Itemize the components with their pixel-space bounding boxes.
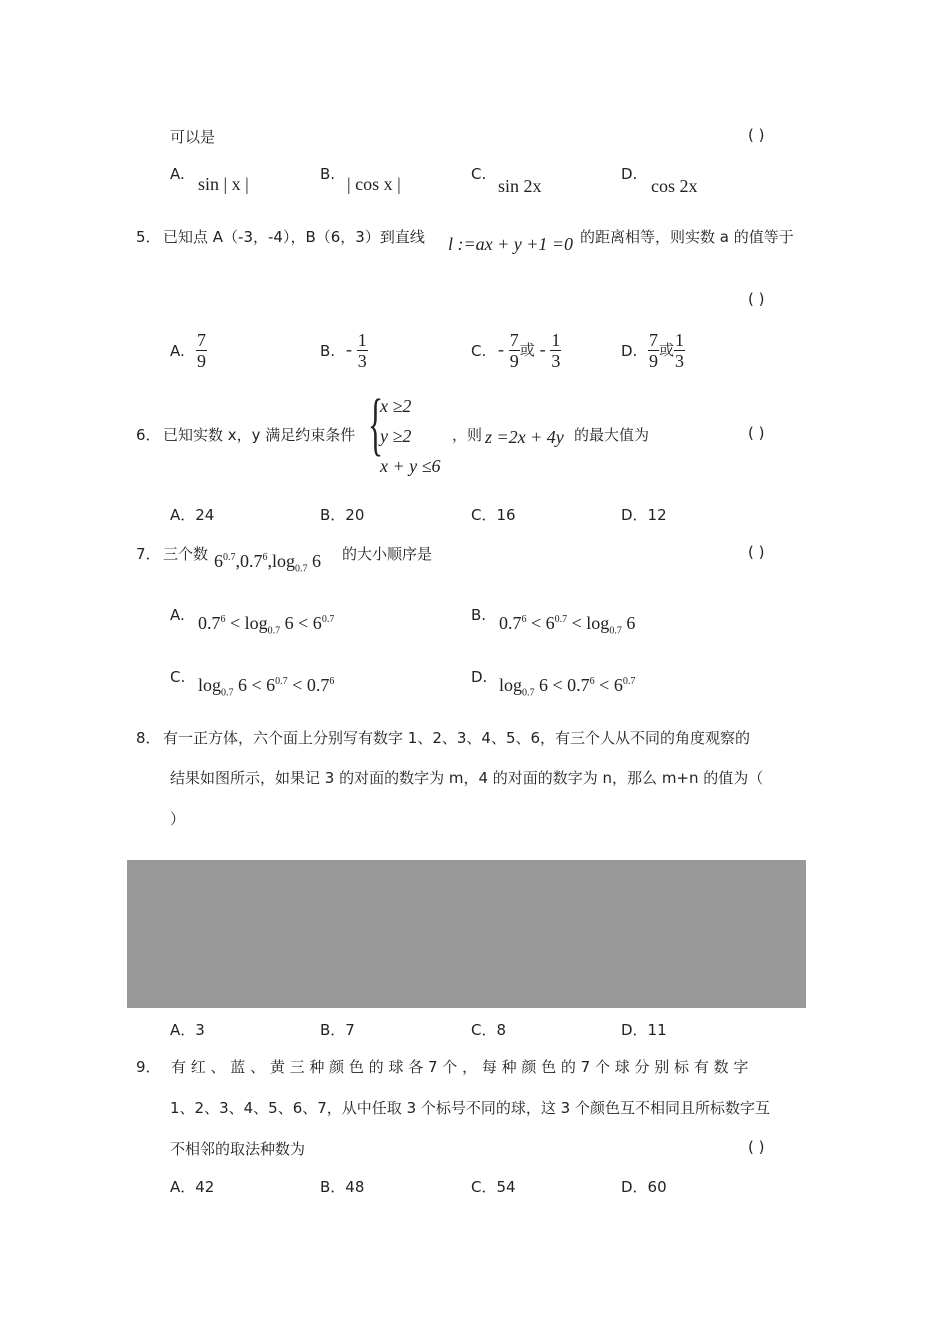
- q7-option-b-label: B.: [471, 606, 487, 624]
- q8-number: 8．: [136, 729, 161, 747]
- q5-option-b-fraction: [346, 330, 368, 371]
- q8-line-1: 有一正方体，六个面上分别写有数字 1、2、3、4、5、6，有三个人从不同的角度观察的: [163, 729, 751, 747]
- q9-line-2: 1、2、3、4、5、6、7，从中任取 3 个标号不同的球，这 3 个颜色互不相同且所标数字互: [170, 1099, 770, 1117]
- q8-option-d: D．11: [621, 1021, 667, 1039]
- q4-option-c-expr: sin 2x: [498, 176, 542, 196]
- q9-option-a: A．42: [170, 1178, 215, 1196]
- q9-answer-paren: ( ): [748, 1138, 765, 1156]
- q7-option-a-expr: $0.7^6 < \log_{0.7} 6 < 6^{0.7}$: [198, 613, 335, 637]
- q8-option-b: B．7: [320, 1021, 355, 1039]
- brace-symbol: {: [368, 386, 384, 463]
- q7-option-c-expr: $\log_{0.7} 6 < 6^{0.7} < 0.7^6$: [198, 675, 335, 699]
- q6-option-a: A．24: [170, 506, 215, 524]
- q6-option-c: C．16: [471, 506, 516, 524]
- q6-stem-a: 已知实数 x，y 满足约束条件: [163, 426, 356, 444]
- q7-numbers-expr: $6^{0.7},0.7^6,\log_{0.7}$ 6: [214, 551, 322, 575]
- fraction-denominator: 3: [551, 351, 561, 371]
- q8-line-3: ）: [170, 810, 186, 828]
- q5-option-a-fraction: [196, 330, 207, 371]
- fraction-numerator: 1: [357, 330, 367, 350]
- q4-option-d-label: D.: [621, 165, 638, 183]
- q9-line-3: 不相邻的取法种数为: [170, 1140, 306, 1158]
- q4-option-c-label: C.: [471, 165, 487, 183]
- fraction-denominator: 9: [197, 351, 206, 371]
- q6-constraint-2: y ≥2: [380, 426, 412, 446]
- fraction-numerator: 1: [675, 330, 685, 350]
- fraction-numerator: 7: [649, 330, 658, 350]
- q8-option-a: A．3: [170, 1021, 205, 1039]
- minus-sign: -: [539, 339, 546, 359]
- q4-stem: 可以是: [170, 128, 216, 146]
- q8-line-2: 结果如图所示，如果记 3 的对面的数字为 m，4 的对面的数字为 n，那么 m+n 的值为（: [170, 769, 764, 787]
- minus-sign: -: [498, 339, 504, 359]
- fraction-numerator: 7: [197, 330, 206, 350]
- q5-stem-a: 已知点 A（-3，-4），B（6，3）到直线: [163, 228, 425, 246]
- fraction-denominator: 3: [675, 351, 685, 371]
- q4-answer-paren: ( ): [748, 126, 765, 144]
- q6-objective: z =2x + 4y: [485, 427, 564, 447]
- q6-option-b: B．20: [320, 506, 365, 524]
- q7-answer-paren: ( ): [748, 543, 765, 561]
- q5-stem-b: 的距离相等，则实数 a 的值等于: [580, 228, 794, 246]
- fraction-numerator: 1: [551, 330, 561, 350]
- q5-number: 5．: [136, 228, 161, 246]
- q5-option-c-label: C.: [471, 342, 487, 360]
- q6-constraint-3: x + y ≤6: [380, 456, 441, 476]
- q7-stem-a: 三个数: [163, 545, 209, 563]
- minus-sign: -: [346, 339, 352, 359]
- q4-option-a-label: A.: [170, 165, 185, 183]
- q7-number: 7．: [136, 545, 161, 563]
- q8-option-c: C．8: [471, 1021, 507, 1039]
- q9-option-c: C．54: [471, 1178, 516, 1196]
- q7-option-d-label: D.: [471, 668, 488, 686]
- q9-number: 9．: [136, 1058, 161, 1076]
- q4-option-a-expr: sin | x |: [198, 174, 249, 194]
- fraction-denominator: 9: [509, 351, 519, 371]
- q7-option-c-label: C.: [170, 668, 186, 686]
- q6-stem-c: 的最大值为: [574, 426, 650, 444]
- q6-option-d: D．12: [621, 506, 667, 524]
- q7-option-d-expr: $\log_{0.7} 6 < 0.7^6 < 6^{0.7}$: [499, 675, 636, 699]
- q6-number: 6．: [136, 426, 161, 444]
- or-word: 或: [659, 341, 675, 359]
- fraction-numerator: 7: [509, 330, 519, 350]
- q9-option-b: B．48: [320, 1178, 365, 1196]
- q7-stem-b: 的大小顺序是: [342, 545, 433, 563]
- q9-line-1: 有 红 、 蓝 、 黄 三 种 颜 色 的 球 各 7 个 ， 每 种 颜 色 的 7 个 球 分 别 标 有 数 字: [171, 1058, 749, 1076]
- fraction-denominator: 3: [357, 351, 367, 371]
- q6-answer-paren: ( ): [748, 424, 765, 442]
- q5-option-d-label: D.: [621, 342, 638, 360]
- q4-option-d-expr: cos 2x: [651, 176, 698, 196]
- q7-option-a-label: A.: [170, 606, 185, 624]
- q5-option-d-expr: [648, 330, 685, 371]
- q5-option-b-label: B.: [320, 342, 336, 360]
- q5-line-equation: l :=ax + y +1 =0: [448, 234, 574, 254]
- q4-option-b-expr: | cos x |: [347, 174, 401, 194]
- q4-option-b-label: B.: [320, 165, 336, 183]
- cube-figure-image: [127, 860, 806, 1008]
- fraction-denominator: 9: [649, 351, 658, 371]
- or-word: 或: [519, 341, 535, 359]
- q5-option-a-label: A.: [170, 342, 185, 360]
- q5-option-c-expr: [498, 330, 561, 371]
- q6-stem-b: ，则: [452, 426, 483, 444]
- q7-option-b-expr: $0.7^6 < 6^{0.7} < \log_{0.7} 6$: [499, 613, 636, 637]
- q5-answer-paren: ( ): [748, 290, 765, 308]
- q9-option-d: D．60: [621, 1178, 667, 1196]
- q6-constraint-1: x ≥2: [380, 396, 412, 416]
